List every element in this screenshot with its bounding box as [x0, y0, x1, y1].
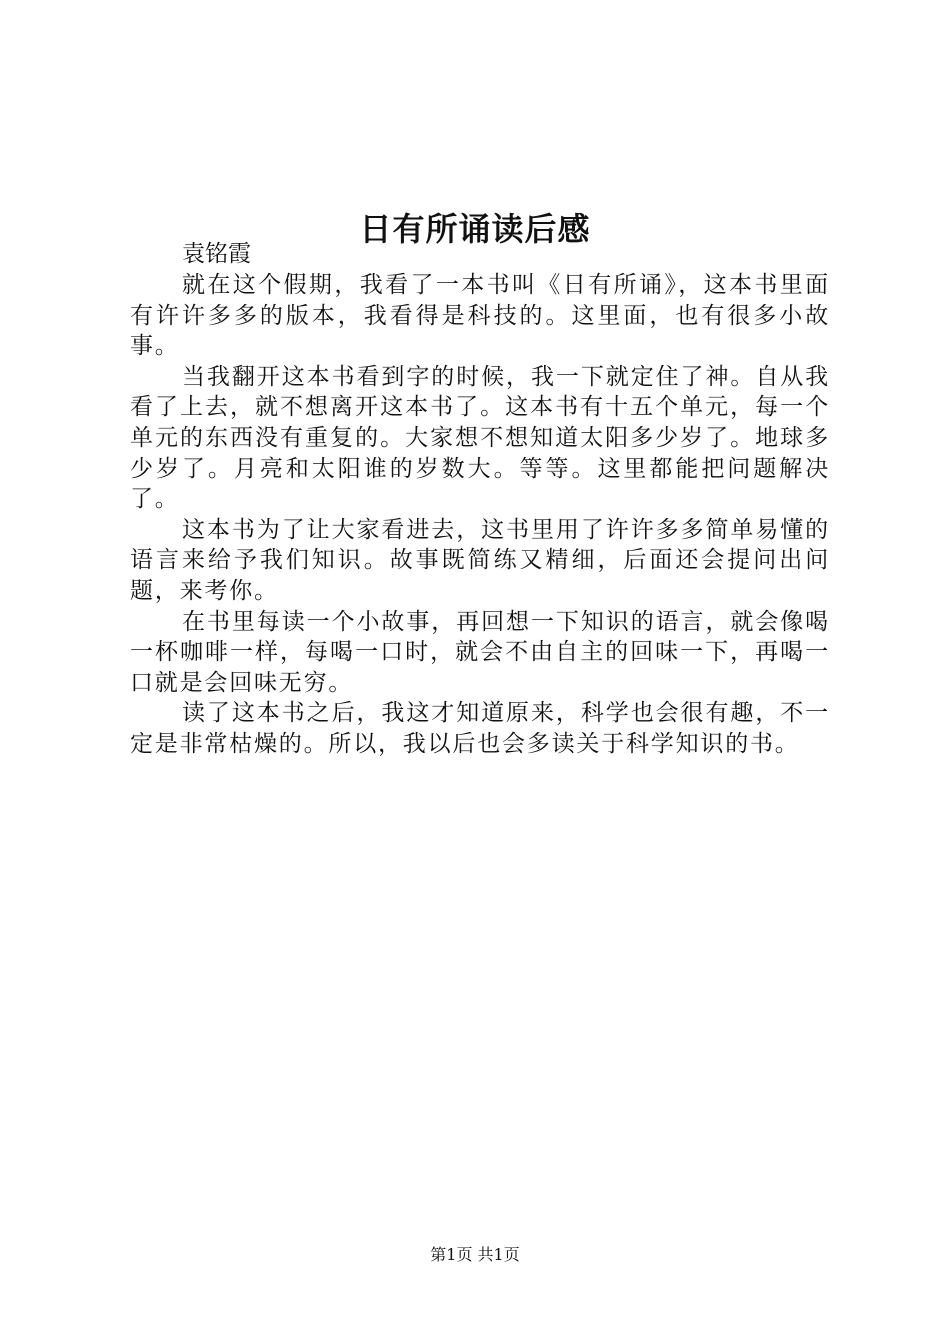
paragraph-1: 就在这个假期，我看了一本书叫《日有所诵》，这本书里面有许许多多的版本，我看得是科技的。这里面，也有很多小故事。: [130, 272, 830, 360]
document-title: 日有所诵读后感: [359, 210, 591, 249]
page-footer: 第1页 共1页: [430, 1245, 520, 1264]
paragraph-3: 这本书为了让大家看进去，这书里用了许许多多简单易懂的语言来给予我们知识。故事既简练又精细，后面还会提问出问题，来考你。: [130, 516, 830, 604]
author-name: 袁铭霞: [182, 241, 251, 267]
paragraph-4: 在书里每读一个小故事，再回想一下知识的语言，就会像喝一杯咖啡一样，每喝一口时，就会不由自主的回味一下，再喝一口就是会回味无穷。: [130, 608, 830, 696]
paragraph-5: 读了这本书之后，我这才知道原来，科学也会很有趣，不一定是非常枯燥的。所以，我以后也会多读关于科学知识的书。: [130, 700, 830, 757]
document-body: [130, 270, 830, 760]
paragraph-2: 当我翻开这本书看到字的时候，我一下就定住了神。自从我看了上去，就不想离开这本书了。这本书有十五个单元，每一个单元的东西没有重复的。大家想不想知道太阳多少岁了。地球多少岁了。月亮和太阳谁的岁数大。等等。这里都能把问题解决了。: [130, 363, 830, 513]
